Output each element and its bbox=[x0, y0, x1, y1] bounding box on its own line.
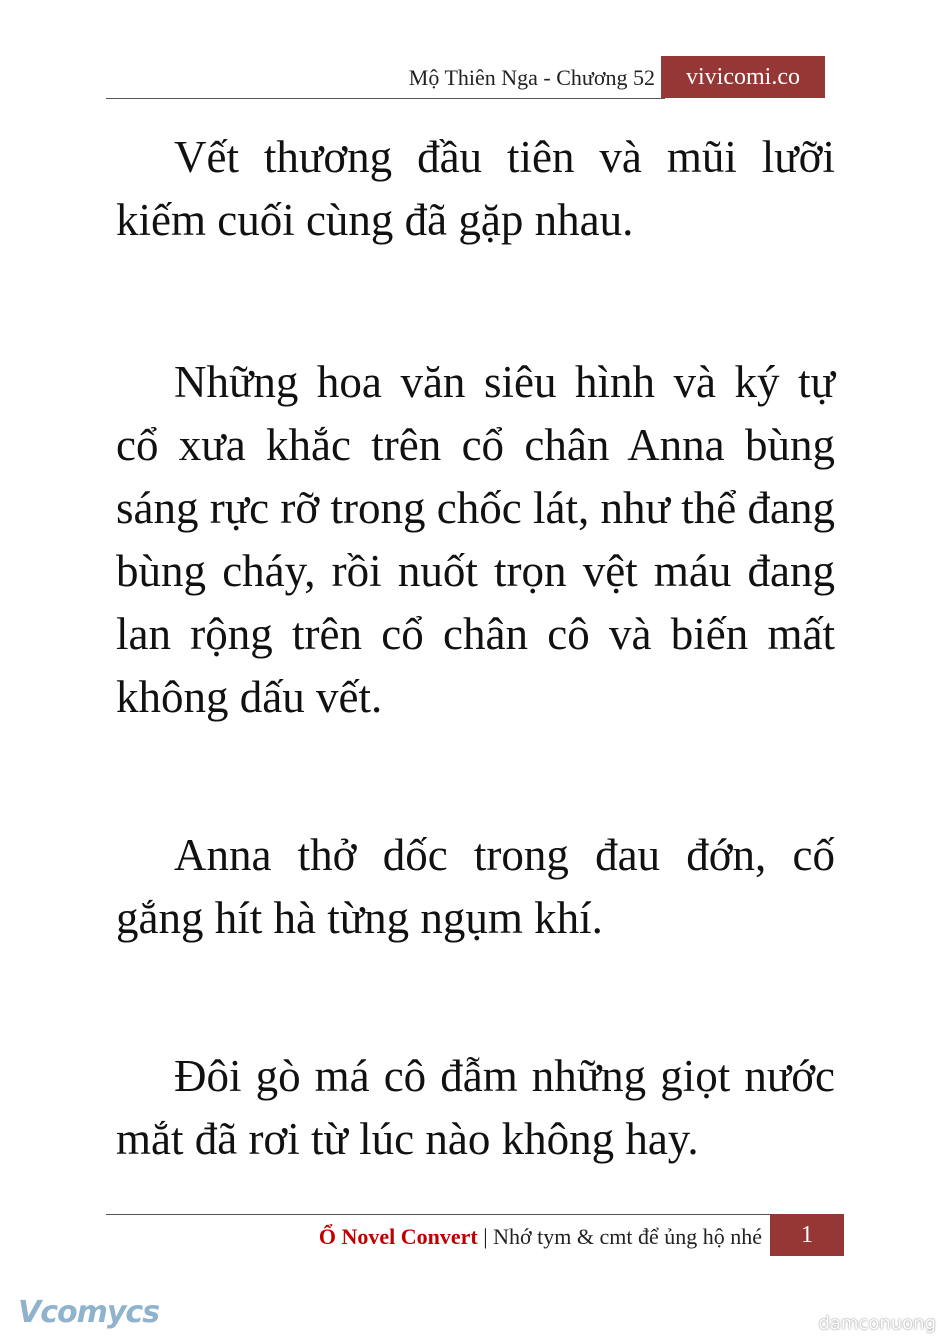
header-divider bbox=[106, 98, 665, 99]
paragraph-3: Anna thở dốc trong đau đớn, cố gắng hít hà từng ngụm khí. bbox=[116, 830, 835, 943]
watermark-right: damconuong bbox=[818, 1313, 936, 1334]
page-number: 1 bbox=[770, 1214, 844, 1256]
paragraph-1: Vết thương đầu tiên và mũi lưỡi kiếm cuối cùng đã gặp nhau. bbox=[116, 132, 835, 245]
footer-separator: | bbox=[477, 1224, 494, 1249]
footer-note bbox=[319, 1224, 762, 1250]
watermark-logo-left: Vcomycs bbox=[18, 1295, 160, 1330]
paragraph-4: Đôi gò má cô đẫm những giọt nước mắt đã rơi từ lúc nào không hay. bbox=[116, 1051, 835, 1164]
footer-brand: Ổ Novel Convert bbox=[318, 1224, 478, 1249]
chapter-body bbox=[116, 126, 835, 1171]
chapter-title: Mộ Thiên Nga - Chương 52 bbox=[408, 65, 655, 90]
footer-divider bbox=[106, 1214, 770, 1215]
page-header bbox=[106, 56, 825, 98]
footer-message: Nhớ tym & cmt để ủng hộ nhé bbox=[493, 1224, 762, 1249]
page-footer bbox=[106, 1214, 844, 1256]
paragraph-2: Những hoa văn siêu hình và ký tự cổ xưa khắc trên cổ chân Anna bùng sáng rực rỡ trong chốc lát, như thể đang bùng cháy, rồi nuốt trọn vệt máu đang lan rộng trên cổ chân cô và biến mất không dấu vết. bbox=[116, 357, 835, 722]
site-badge: vivicomi.co bbox=[661, 56, 825, 98]
